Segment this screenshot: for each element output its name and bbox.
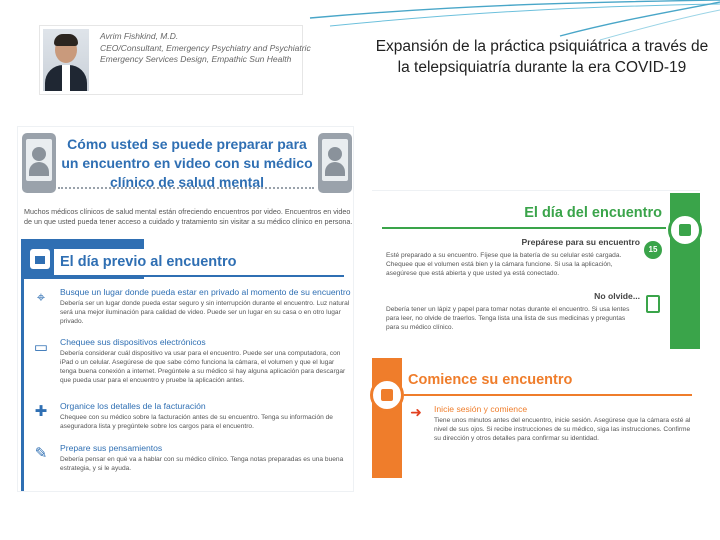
prepare-text: Esté preparado a su encuentro. Fíjese que la batería de su celular esté cargada. Chequee que el volumen está bien y la cámara funcione. Si usa la aplicación, asegúrese que está abierta y que usted ya está conectado. — [386, 252, 622, 277]
step-billing — [32, 401, 350, 441]
start-encounter-title: Comience su encuentro — [408, 372, 573, 388]
dont-forget-heading: No olvide... — [594, 291, 640, 301]
orange-side-bar — [372, 358, 402, 478]
login-text: Tiene unos minutos antes del encuentro, inicie sesión. Asegúrese que la cámara esté al nivel de sus ojos. Si recibe instrucciones de su médico, siga las instrucciones. Confirme su dirección y otros detalles para confirmar su identidad. — [434, 417, 691, 442]
day-of-section — [372, 190, 700, 348]
calendar-icon — [30, 249, 50, 269]
speaker-photo — [43, 29, 89, 91]
day-before-title: El día previo al encuentro — [60, 254, 237, 270]
step-text: Debería considerar cuál dispositivo va usar para el encuentro. Puede ser una computadora, con iPad o un celular. Asegúrese de que sabe cómo funciona la cámara, el volumen y que el lugar tenga buena conexión a internet. Pregúntele a su médico si hay alguna aplicación para descargar que pueda usar para el encuentro y pruebe la aplicación antes. — [60, 350, 346, 384]
devices-icon: ▭ — [33, 339, 49, 356]
login-arrow-icon: ➜ — [410, 404, 422, 420]
day-of-title: El día del encuentro — [524, 205, 662, 221]
step-heading: Prepare sus pensamientos — [60, 443, 163, 453]
pencil-icon: ✎ — [34, 445, 48, 462]
clipboard-icon — [646, 295, 660, 313]
map-pin-icon: ⌖ — [36, 289, 46, 306]
infographic-title: Cómo usted se puede preparar para un encuentro en video con su médico clínico de salud mental — [61, 136, 313, 190]
calendar-icon — [668, 213, 702, 247]
step-text: Debería pensar en qué va a hablar con su médico clínico. Tenga notas preparadas es una buena estrategia, y si le ayuda. — [60, 456, 344, 472]
step-heading: Chequee sus dispositivos electrónicos — [60, 337, 206, 347]
step-text: Chequee con su médico sobre la facturación antes de su encuentro. Tenga su información de aseguradora lista y pregúntele sobre los cargos para el encuentro. — [60, 414, 333, 430]
start-encounter-section — [372, 358, 700, 478]
prepare-heading: Prepárese para su encuentro — [521, 237, 640, 247]
day-before-section — [21, 239, 349, 491]
step-thoughts — [32, 443, 350, 483]
dont-forget-text: Debería tener un lápiz y papel para tomar notas durante el encuentro. Si usa lentes para leer, no olvide de traerlos. Tenga lista una lista de sus medicinas y preguntas para su médico clínico. — [386, 306, 630, 331]
infographic-intro: Muchos médicos clínicos de salud mental están ofreciendo encuentros por video. Encuentros en video de un que usted pueda tener acceso a cuidado y tratamiento sin visitar a su médico clínico en persona. — [24, 207, 353, 226]
section-underline — [382, 227, 666, 229]
slide-title: Expansión de la práctica psiquiátrica a través de la telepsiquiatría durante la era COVID-19 — [375, 38, 709, 76]
tablet-clinician-icon — [22, 133, 56, 193]
billing-icon: ✚ — [34, 403, 48, 420]
step-private-place — [32, 287, 350, 333]
speaker-profile-card — [40, 26, 311, 94]
speaker-role-line1: CEO/Consultant, Emergency Psychiatry and Psychiatric — [100, 42, 311, 53]
step-heading: Organice los detalles de la facturación — [60, 401, 206, 411]
clock-15-icon: 15 — [644, 241, 662, 259]
speaker-role-line2: Emergency Services Design, Empathic Sun Health — [100, 54, 292, 64]
dotted-divider — [58, 187, 314, 189]
login-heading: Inicie sesión y comience — [434, 404, 528, 414]
tablet-patient-icon — [318, 133, 352, 193]
section-underline — [404, 394, 692, 396]
step-heading: Busque un lugar donde pueda estar en privado al momento de su encuentro — [60, 287, 351, 297]
step-text: Debería ser un lugar donde pueda estar seguro y sin interrupción durante el encuentro. Luz natural será una mejor iluminación para calidad de video. Puede ser un lugar en su casa o en otro lugar privado. — [60, 300, 350, 325]
speaker-name: Avrim Fishkind, M.D. — [100, 31, 179, 41]
section-underline — [54, 275, 344, 277]
step-devices — [32, 337, 350, 397]
calendar-icon — [370, 378, 404, 412]
left-infographic — [18, 127, 353, 491]
